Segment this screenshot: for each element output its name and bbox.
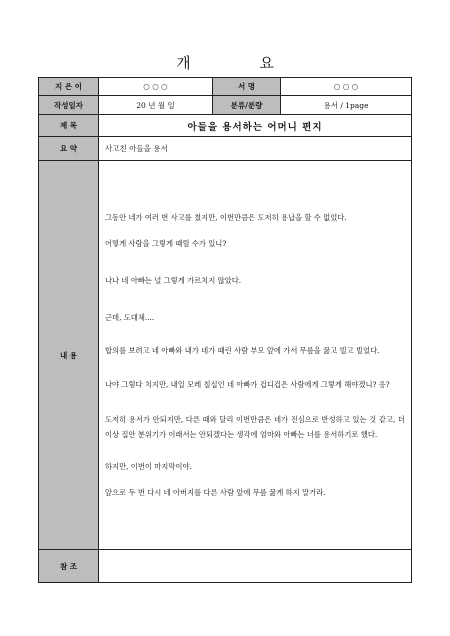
author-label: 지 은 이: [39, 78, 99, 96]
book-title-label: 서 명: [213, 78, 281, 96]
content-paragraph: 그동안 네가 여러 번 사고를 쳤지만, 이번만큼은 도저히 용납을 할 수 없었다.: [105, 213, 347, 222]
date-value: 20 년 월 일: [99, 96, 213, 115]
date-label: 작성일자: [39, 96, 99, 115]
summary-label: 요 약: [39, 137, 99, 161]
book-title-value: ○ ○ ○: [281, 78, 412, 96]
content-body: [99, 161, 412, 550]
subject-row: [39, 115, 412, 137]
category-value: 용서 / 1page: [281, 96, 412, 115]
reference-label: 참 조: [39, 550, 99, 583]
author-value: ○ ○ ○: [99, 78, 213, 96]
content-paragraph: 앞으로 두 번 다시 네 아버지를 다른 사람 앞에 무릎 꿇게 하지 말거라.: [105, 488, 326, 497]
summary-value: 사고친 아들을 용서: [99, 137, 412, 161]
content-paragraph: 어떻게 사람을 그렇게 때릴 수가 있니?: [105, 239, 227, 248]
content-paragraph: 근데, 도대체....: [105, 313, 155, 322]
author-row: [39, 78, 412, 96]
subject-value: 아들을 용서하는 어머니 편지: [99, 115, 412, 137]
content-paragraph: 하지만, 이번이 마지막이야.: [105, 462, 192, 471]
category-label: 분류/분량: [213, 96, 281, 115]
document-title: 개 요: [176, 54, 306, 72]
content-paragraph: 합의를 보려고 네 아빠와 내가 네가 때린 사람 부모 앞에 가서 무릎을 꿇고 빌고 빌었다.: [105, 346, 380, 355]
date-row: [39, 96, 412, 115]
content-paragraph: 나나 네 아빠는 널 그렇게 가르치지 않았다.: [105, 276, 242, 285]
content-paragraph: 도저히 용서가 안되지만, 다른 때와 달리 이번만큼은 네가 진심으로 반성하고 있는 것 같고, 더 이상 집안 분위기가 이래서는 안되겠다는 생각에 엄마와 아빠는 너를 용서하기로 했다.: [105, 415, 405, 439]
reference-row: [39, 550, 412, 583]
subject-label: 제 목: [39, 115, 99, 137]
reference-value: [99, 550, 412, 583]
content-row: [39, 161, 412, 550]
content-paragraph: 나야 그렇다 치지만, 내일 모레 칠십인 네 아빠가 겁디겁은 사람에게 그렇게 해야겠니? 응?: [105, 380, 390, 389]
content-label: 내 용: [39, 161, 99, 550]
summary-row: [39, 137, 412, 161]
summary-form: [38, 77, 412, 583]
